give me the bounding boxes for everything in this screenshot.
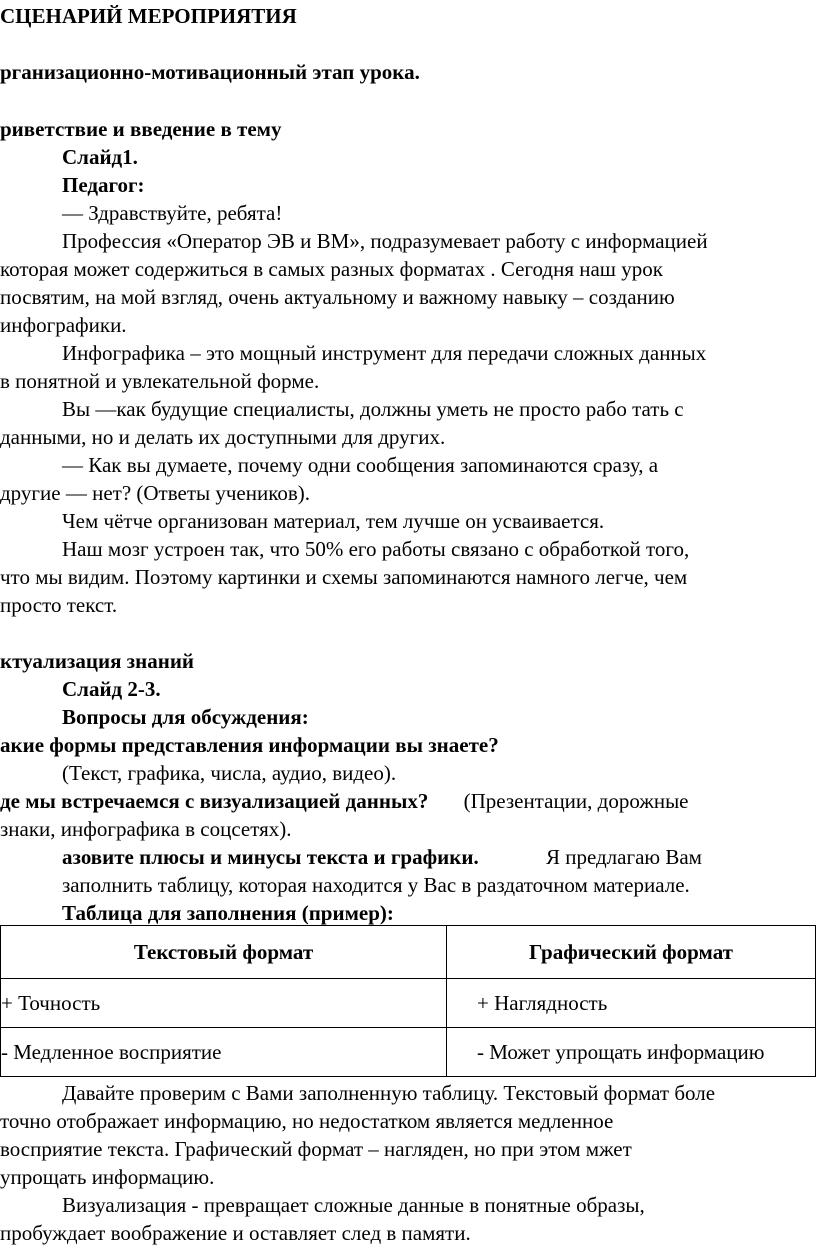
table-cell: + Точность [1,979,447,1028]
page-title: СЦЕНАРИЙ МЕРОПРИЯТИЯ [0,4,297,28]
table-row [1,1028,816,1077]
question-2-continuation: знаки, инфографика в соцсетях). [0,817,292,841]
subheading-greeting: риветствие и введение в тему [0,117,282,141]
comparison-table [0,925,816,1077]
paragraph-line: Визуализация - превращает сложные данные в понятные образы, [62,1193,645,1217]
paragraph-line: Профессия «Оператор ЭВ и ВМ», подразумевает работу с информацией [62,229,708,253]
paragraph-line: посвятим, на мой взгляд, очень актуальному и важному навыку – созданию [0,285,675,309]
paragraph-line: Давайте проверим с Вами заполненную таблицу. Текстовый формат боле [62,1081,716,1105]
table-row [1,979,816,1028]
table-cell: + Наглядность [447,979,816,1028]
paragraph-line: данными, но и делать их доступными для других. [0,425,446,449]
paragraph-line: восприятие текста. Графический формат – нагляден, но при этом мжет [0,1137,632,1161]
paragraph-line: что мы видим. Поэтому картинки и схемы запоминаются намного легче, чем [0,565,688,589]
section-heading-2: ктуализация знаний [0,649,195,673]
paragraph-line: точно отображает информацию, но недостатком является медленное [0,1109,614,1133]
question-3-line [62,843,702,871]
greeting-line: — Здравствуйте, ребята! [62,201,283,225]
section-heading-1: рганизационно-мотивационный этап урока. [0,60,420,84]
paragraph-line: Наш мозг устроен так, что 50% его работы связано с обработкой того, [62,537,690,561]
paragraph-line: упрощать информацию. [0,1165,215,1189]
table-header-cell: Графический формат [447,926,816,979]
paragraph-line: Чем чётче организован материал, тем лучше он усваивается. [62,509,605,533]
paragraph-line: — Как вы думаете, почему одни сообщения запоминаются сразу, а [62,453,659,477]
paragraph-line: другие — нет? (Ответы учеников). [0,481,311,505]
question-3: азовите плюсы и минусы текста и графики. [62,845,479,869]
paragraph-line: Инфографика – это мощный инструмент для передачи сложных данных [62,341,707,365]
slide-label-2: Слайд 2-3. [62,677,161,701]
paragraph-line: в понятной и увлекательной форме. [0,369,320,393]
slide-label-1: Слайд1. [62,145,138,169]
question-2: де мы встречаемся с визуализацией данных? [0,789,429,813]
question-2-answer: (Презентации, дорожные [463,789,689,813]
paragraph-line: которая может содержиться в самых разных форматах . Сегодня наш урок [0,257,663,281]
paragraph-line: Вы —как будущие специалисты, должны уметь не просто рабо тать с [62,397,684,421]
table-cell: - Медленное восприятие [1,1028,447,1077]
table-cell: - Может упрощать информацию [447,1028,816,1077]
paragraph-line: инфографики. [0,313,127,337]
questions-label: Вопросы для обсуждения: [62,705,309,729]
paragraph-line: просто текст. [0,593,118,617]
question-3-text: Я предлагаю Вам [545,845,702,869]
teacher-label: Педагог: [62,173,145,197]
table-header-row [1,926,816,979]
table-title: Таблица для заполнения (пример): [62,901,394,925]
paragraph-line: пробуждает воображение и оставляет след в памяти. [0,1221,471,1245]
question-1: акие формы представления информации вы знаете? [0,733,499,757]
table-header-cell: Текстовый формат [1,926,447,979]
answer-1: (Текст, графика, числа, аудио, видео). [62,761,397,785]
question-3-continuation: заполнить таблицу, которая находится у Вас в раздаточном материале. [62,873,690,897]
question-2-line [0,787,689,815]
